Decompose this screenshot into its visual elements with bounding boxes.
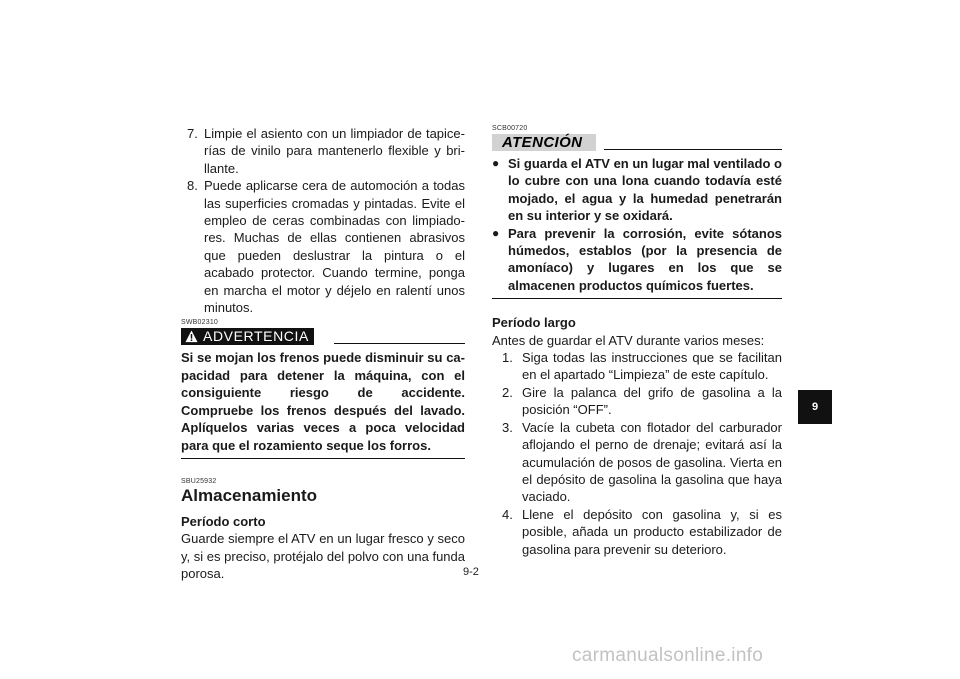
caution-label: ATENCIÓN bbox=[492, 134, 596, 151]
item-text: Puede aplicarse cera de automoción a todas las superficies cromadas y pintadas. Evite el empleo de ceras combinadas con limpiadores. Muchas de ellas contienen abrasivos que pueden deslustrar la pintura o el acabado protector. Cuando termine, ponga en marcha el motor y déjelo en ralentí unos minutos. bbox=[204, 178, 465, 316]
list-item bbox=[492, 419, 782, 506]
caution-code: SCB00720 bbox=[492, 125, 528, 132]
warning-header bbox=[181, 328, 465, 345]
watermark: carmanualsonline.info bbox=[572, 645, 764, 666]
subsection-title: Período corto bbox=[181, 513, 266, 529]
item-number: 3. bbox=[502, 419, 513, 435]
item-number: 7. bbox=[187, 126, 198, 141]
bullet-text: Si guarda el ATV en un lugar mal ventilado o lo cubre con una lona cuando todavía esté mojado, el agua y la humedad penetrarán en su interior y se oxidará. bbox=[508, 156, 782, 224]
paragraph: Guarde siempre el ATV en un lugar fresco y seco y, si es preciso, protéjalo del polvo con una funda porosa. bbox=[181, 531, 465, 582]
section-code: SBU25932 bbox=[181, 477, 217, 485]
item-text: Llene el depósito con gasolina y, si es posible, añada un producto estabilizador de gasolina para prevenir su deterioro. bbox=[522, 506, 782, 557]
divider bbox=[492, 298, 782, 299]
warning-label-box bbox=[181, 328, 314, 345]
item-text: Gire la palanca del grifo de gasolina a la posición “OFF”. bbox=[522, 384, 782, 418]
caution-bullet bbox=[492, 225, 782, 295]
caution-header bbox=[492, 134, 782, 151]
warning-triangle-icon bbox=[185, 330, 198, 343]
item-text: Limpie el asiento con un limpiador de tapicerías de vinilo para mantenerlo flexible y brillante. bbox=[204, 126, 465, 176]
divider bbox=[604, 149, 782, 150]
item-text: Siga todas las instrucciones que se facilitan en el apartado “Limpieza” de este capítulo. bbox=[522, 350, 782, 383]
right-column bbox=[492, 125, 782, 558]
divider bbox=[334, 343, 465, 344]
chapter-tab: 9 bbox=[798, 390, 832, 424]
list-item bbox=[181, 177, 465, 316]
list-item bbox=[492, 506, 782, 558]
divider bbox=[181, 458, 465, 459]
item-number: 1. bbox=[502, 350, 513, 366]
list-item bbox=[492, 384, 782, 419]
bullet-icon: ● bbox=[492, 156, 500, 170]
subsection-title: Período largo bbox=[492, 315, 576, 331]
warning-code: SWB02310 bbox=[181, 319, 219, 327]
paragraph: Antes de guardar el ATV durante varios meses: bbox=[492, 332, 765, 348]
item-number: 2. bbox=[502, 384, 513, 400]
section-title: Almacenamiento bbox=[181, 485, 318, 505]
item-text: Vacíe la cubeta con flotador del carburador aflojando el perno de drenaje; evitará así la acumulación de posos de gasolina. Vierta en el depósito de gasolina la gasolina que haya vaciado. bbox=[522, 419, 782, 505]
bullet-text: Para prevenir la corrosión, evite sótanos húmedos, establos (por la presencia de amoníaco) y lugares en los que se almacenen productos químicos fuertes. bbox=[508, 225, 782, 293]
bullet-icon: ● bbox=[492, 225, 500, 240]
item-number: 4. bbox=[502, 506, 513, 522]
page-number: 9-2 bbox=[463, 566, 479, 578]
caution-bullet bbox=[492, 155, 782, 225]
list-item bbox=[492, 349, 782, 384]
item-number: 8. bbox=[187, 178, 198, 194]
warning-text: Si se mojan los frenos puede disminuir su capacidad para detener la máquina, con el consiguiente riesgo de accidente. Compruebe los frenos después del lavado. Aplíquelos varias veces a poca velocidad para que el rozamiento seque los forros. bbox=[181, 350, 465, 453]
warning-label: ADVERTENCIA bbox=[203, 328, 309, 345]
list-item bbox=[181, 125, 465, 177]
left-column bbox=[181, 125, 465, 583]
